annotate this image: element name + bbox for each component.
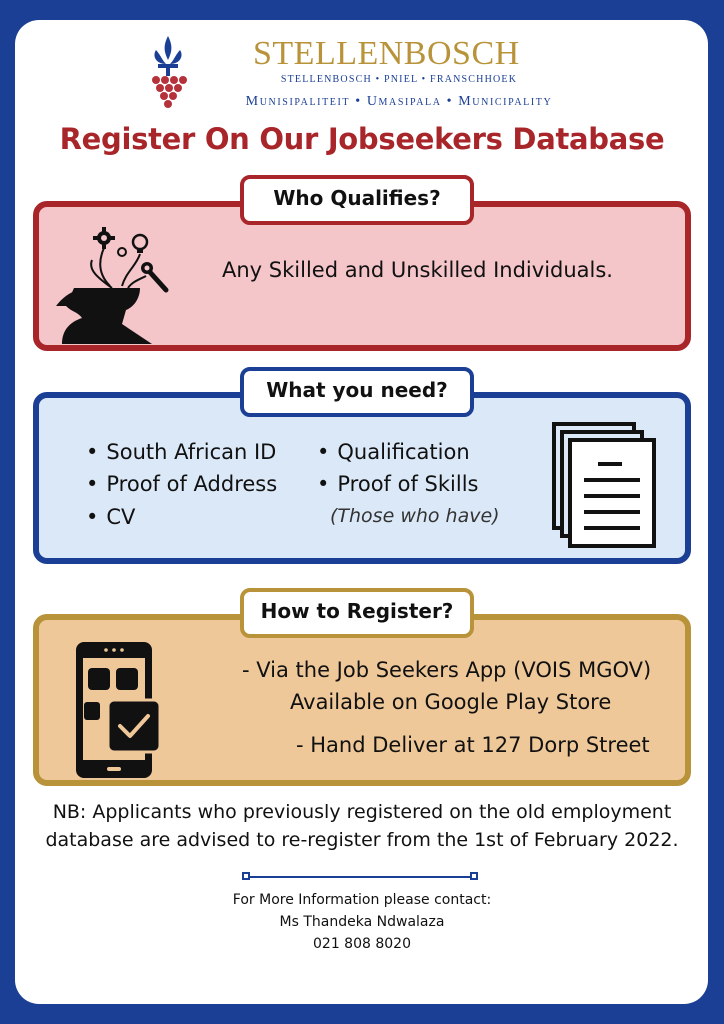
thinking-head-gears-icon bbox=[52, 226, 176, 344]
register-store-line: Available on Google Play Store bbox=[290, 690, 612, 714]
page-title: Register On Our Jobseekers Database bbox=[59, 122, 665, 156]
register-deliver-line: - Hand Deliver at 127 Dorp Street bbox=[296, 733, 650, 757]
org-municipality: Munisipaliteit • Umasipala • Municipality bbox=[245, 94, 553, 109]
contact-name: Ms Thandeka Ndwalaza bbox=[279, 914, 445, 930]
documents-stack-icon bbox=[550, 420, 658, 550]
org-name: STELLENBOSCH bbox=[253, 35, 520, 72]
how-to-register-heading: How to Register? bbox=[240, 588, 474, 638]
notice-text bbox=[40, 798, 684, 854]
what-you-need-heading: What you need? bbox=[240, 367, 474, 417]
org-towns: STELLENBOSCH • PNIEL • FRANSCHHOEK bbox=[280, 74, 518, 85]
register-app-line: - Via the Job Seekers App (VOIS MGOV) bbox=[242, 658, 652, 682]
divider-endcap bbox=[470, 872, 478, 880]
list-item: • Proof of Skills bbox=[317, 472, 478, 496]
list-item: • Proof of Address bbox=[86, 472, 277, 496]
divider bbox=[246, 876, 476, 878]
contact-phone[interactable]: 021 808 8020 bbox=[313, 936, 411, 952]
smartphone-app-icon bbox=[74, 640, 164, 780]
divider-endcap bbox=[242, 872, 250, 880]
list-item: • Qualification bbox=[317, 440, 470, 464]
notice-line: database are advised to re-register from the 1st of February 2022. bbox=[45, 829, 679, 851]
who-qualifies-text: Any Skilled and Unskilled Individuals. bbox=[222, 258, 613, 282]
list-item: • South African ID bbox=[86, 440, 276, 464]
contact-label: For More Information please contact: bbox=[232, 892, 492, 908]
who-qualifies-heading: Who Qualifies? bbox=[240, 175, 474, 225]
need-note: (Those who have) bbox=[330, 505, 500, 527]
list-item: • CV bbox=[86, 505, 135, 529]
notice-line: NB: Applicants who previously registered on the old employment bbox=[52, 801, 672, 823]
fleur-de-lis-grapes-crest-icon bbox=[146, 34, 190, 110]
